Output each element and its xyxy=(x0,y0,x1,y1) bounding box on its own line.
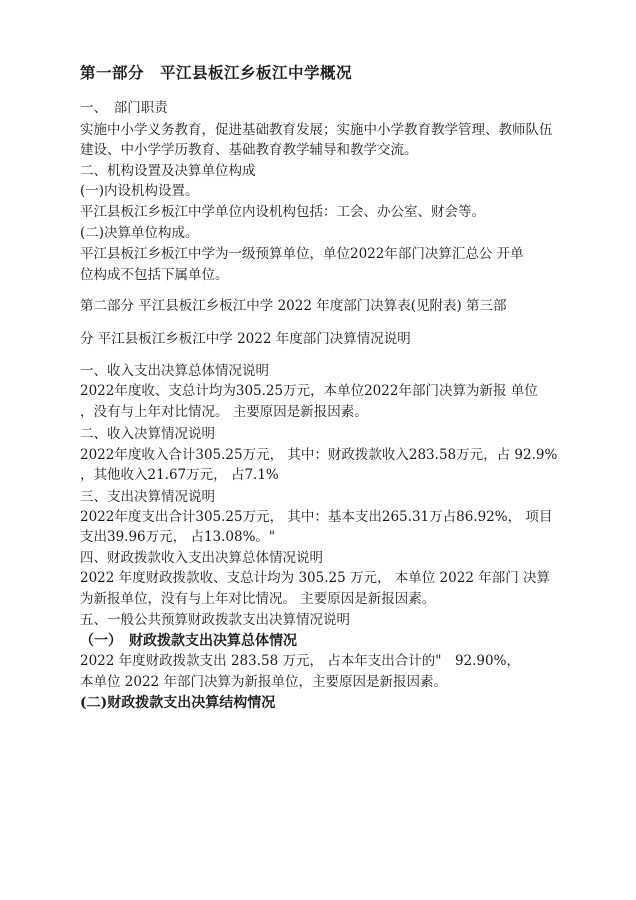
s3-5-sub1-line1: 2022 年度财政拨款支出 283.58 万元， 占本年支出合计的" 92.90%， xyxy=(80,653,520,669)
section2-sub2-body-line1: 平江县板江乡板江中学为一级预算单位，单位2022年部门决算汇总公 开单 xyxy=(80,246,524,262)
s3-5-sub1-line2: 本单位 2022 年部门决算为新报单位，主要原因是新报因素。 xyxy=(80,674,447,690)
section2-sub1-heading: (一)内设机构设置。 xyxy=(80,183,199,199)
s3-4-heading: 四、财政拨款收入支出决算总体情况说明 xyxy=(80,550,323,566)
section1-body-line1: 实施中小学义务教育，促进基础教育发展；实施中小学教育教学管理、教师队伍 xyxy=(80,122,553,138)
part2-line1: 第二部分 平江县板江乡板江中学 2022 年度部门决算表(见附表) 第三部 xyxy=(80,298,507,314)
s3-3-heading: 三、支出决算情况说明 xyxy=(80,489,215,505)
s3-5-heading: 五、一般公共预算财政拨款支出决算情况说明 xyxy=(80,612,350,628)
s3-3-line2: 支出39.96万元， 占13.08%。" xyxy=(80,529,276,545)
s3-5-sub2-heading: (二)财政拨款支出决算结构情况 xyxy=(80,695,276,711)
s3-4-line2: 为新报单位，没有与上年对比情况。 主要原因是新报因素。 xyxy=(80,591,436,607)
section2-sub2-heading: (二)决算单位构成。 xyxy=(80,225,199,241)
s3-1-line1: 2022年度收、支总计均为305.25万元，本单位2022年部门决算为新报 单位 xyxy=(80,383,538,399)
section1-heading: 一、 部门职责 xyxy=(80,100,168,116)
section2-sub1-body: 平江县板江乡板江中学单位内设机构包括：工会、办公室、财会等。 xyxy=(80,204,485,220)
s3-4-line1: 2022 年度财政拨款收、支总计均为 305.25 万元， 本单位 2022 年部门 决算 xyxy=(80,570,550,586)
s3-3-line1: 2022年度支出合计305.25万元， 其中：基本支出265.31万占86.92%， 项目 xyxy=(80,509,553,525)
section2-heading: 二、机构设置及决算单位构成 xyxy=(80,163,256,179)
s3-1-heading: 一、收入支出决算总体情况说明 xyxy=(80,363,269,379)
section1-body-line2: 建设、中小学学历教育、基础教育教学辅导和教学交流。 xyxy=(80,142,418,158)
s3-5-sub1-heading: （一） 财政拨款支出决算总体情况 xyxy=(80,633,297,649)
part2-line2: 分 平江县板江乡板江中学 2022 年度部门决算情况说明 xyxy=(80,331,411,347)
section2-sub2-body-line2: 位构成不包括下属单位。 xyxy=(80,267,229,283)
s3-2-line2: ，其他收入21.67万元， 占7.1% xyxy=(80,467,279,483)
s3-2-heading: 二、收入决算情况说明 xyxy=(80,426,215,442)
page-title: 第一部分 平江县板江乡板江中学概况 xyxy=(80,63,353,82)
s3-2-line1: 2022年度收入合计305.25万元， 其中：财政拨款收入283.58万元，占 92.9% xyxy=(80,447,558,463)
s3-1-line2: ，没有与上年对比情况。 主要原因是新报因素。 xyxy=(80,404,368,420)
